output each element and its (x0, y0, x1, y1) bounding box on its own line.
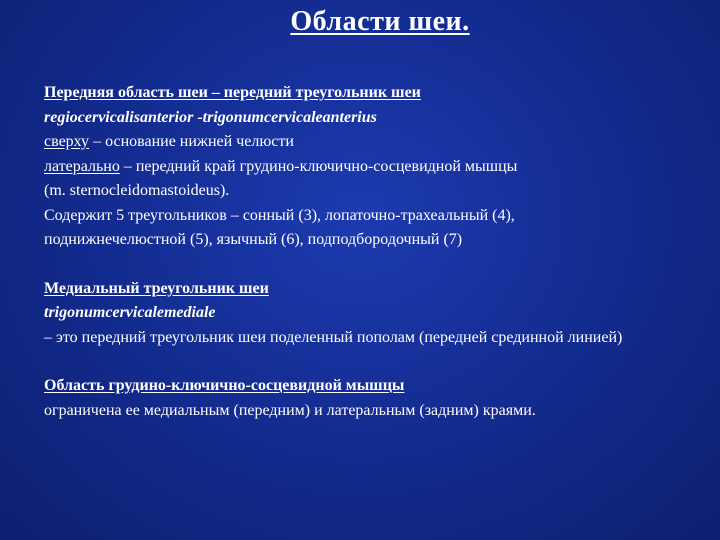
section3-description: ограничена ее медиальным (передним) и латеральным (задним) краями. (44, 401, 536, 419)
section2-latin-term: trigonumcervicalemediale (44, 304, 216, 321)
section1-latin-term: regiocervicalisanterior -trigonumcervicaleanterius (44, 108, 377, 126)
top-boundary-label: сверху (44, 133, 90, 150)
slide-content (44, 81, 694, 423)
section1-heading: Передняя область шеи – передний треугольник шеи (44, 84, 421, 101)
section2-heading: Медиальный треугольник шеи (44, 279, 269, 297)
section1-lateral-boundary (44, 155, 694, 180)
slide-title: Области шеи. (290, 6, 470, 37)
lateral-boundary-text: – передний край грудино-ключично-сосцевидной мышцы (119, 157, 518, 175)
section3-heading: Область грудино-ключично-сосцевидной мышцы (44, 377, 405, 394)
lateral-boundary-label: латерально (44, 157, 120, 175)
section1-contains-line1: Содержит 5 треугольников – сонный (3), лопаточно-трахеальный (4), (44, 206, 515, 224)
section1-top-boundary (44, 130, 694, 155)
top-boundary-text: – основание нижней челюсти (89, 133, 294, 150)
section1-contains-line2: поднижнечелюстной (5), язычный (6), подподбородочный (7) (44, 231, 463, 248)
section2-description: – это передний треугольник шеи поделенный пополам (передней срединной линией) (44, 328, 623, 346)
section1-muscle-latin: (m. sternocleidomastoideus). (44, 182, 230, 199)
